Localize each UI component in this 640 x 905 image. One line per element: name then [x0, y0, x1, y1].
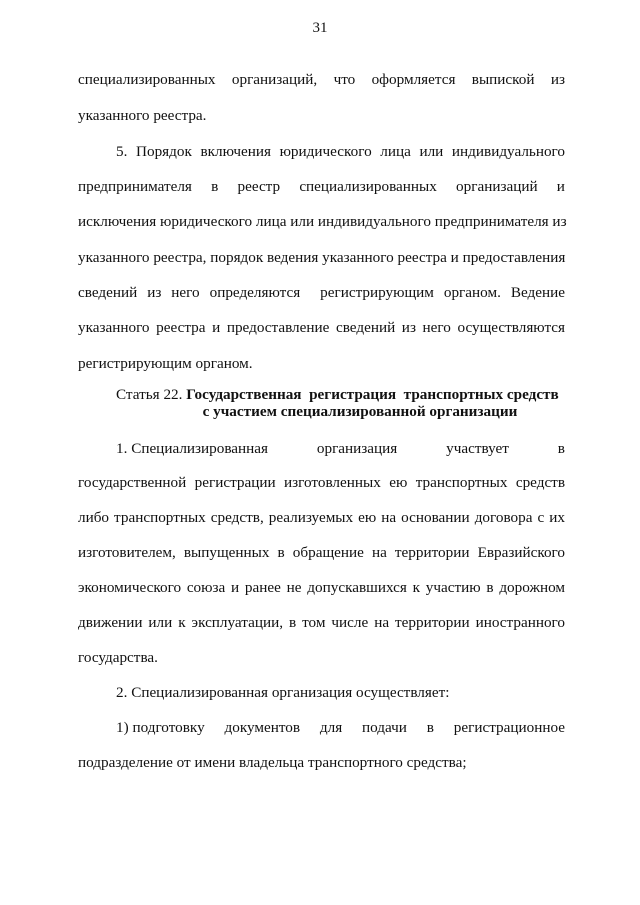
word: 1) подготовку: [116, 719, 205, 736]
article-label: Статья 22.: [116, 386, 183, 403]
word: в: [426, 719, 434, 736]
paragraph-line: указанного реестра.: [78, 107, 207, 124]
word: для: [319, 719, 343, 736]
word: в: [557, 440, 565, 457]
word: организаций,: [231, 71, 318, 88]
word: реестр: [237, 178, 281, 195]
paragraph-line: [116, 439, 565, 459]
word: из: [550, 71, 565, 88]
paragraph-line: [78, 70, 565, 90]
word: документов: [224, 719, 301, 736]
article-title-line2: с участием специализированной организации: [202, 403, 518, 420]
paragraph-line: 5. Порядок включения юридического лица или индивидуального: [116, 143, 565, 160]
word: подачи: [362, 719, 407, 736]
list-item-line: подразделение от имени владельца транспортного средства;: [78, 754, 467, 771]
paragraph-line: 2. Специализированная организация осуществляет:: [116, 684, 450, 701]
paragraph-line: государственной регистрации изготовленных ею транспортных средств: [78, 474, 565, 491]
word: предпринимателя: [78, 178, 192, 195]
paragraph-line: сведений из него определяются регистрирующим органом. Ведение: [78, 284, 565, 301]
list-item-line: [116, 718, 565, 738]
paragraph-line: указанного реестра, порядок ведения указанного реестра и предоставления: [78, 249, 566, 266]
article-title-line1: Государственная регистрация транспортных средств: [186, 386, 559, 403]
paragraph-line: движении или к эксплуатации, в том числе на территории иностранного: [78, 614, 565, 631]
word: 1. Специализированная: [116, 440, 269, 457]
paragraph-line: [78, 177, 565, 197]
word: и: [556, 178, 565, 195]
paragraph-line: регистрирующим органом.: [78, 355, 253, 372]
page-number: 31: [312, 20, 328, 36]
word: организаций: [456, 178, 538, 195]
word: специализированных: [299, 178, 437, 195]
word: что: [333, 71, 356, 88]
word: специализированных: [78, 71, 216, 88]
word: участвует: [446, 440, 509, 457]
paragraph-line: государства.: [78, 649, 158, 666]
paragraph-line: указанного реестра и предоставление сведений из него осуществляются: [78, 319, 565, 336]
word: организация: [316, 440, 398, 457]
paragraph-line: изготовителем, выпущенных в обращение на территории Евразийского: [78, 544, 565, 561]
word: в: [211, 178, 219, 195]
article-heading: [116, 386, 565, 404]
word: выпиской: [471, 71, 535, 88]
paragraph-line: либо транспортных средств, реализуемых ею на основании договора с их: [78, 509, 565, 526]
paragraph-line: экономического союза и ранее не допускавшихся к участию в дорожном: [78, 579, 565, 596]
paragraph-line: исключения юридического лица или индивидуального предпринимателя из: [78, 213, 567, 230]
word: оформляется: [371, 71, 456, 88]
word: регистрационное: [453, 719, 565, 736]
